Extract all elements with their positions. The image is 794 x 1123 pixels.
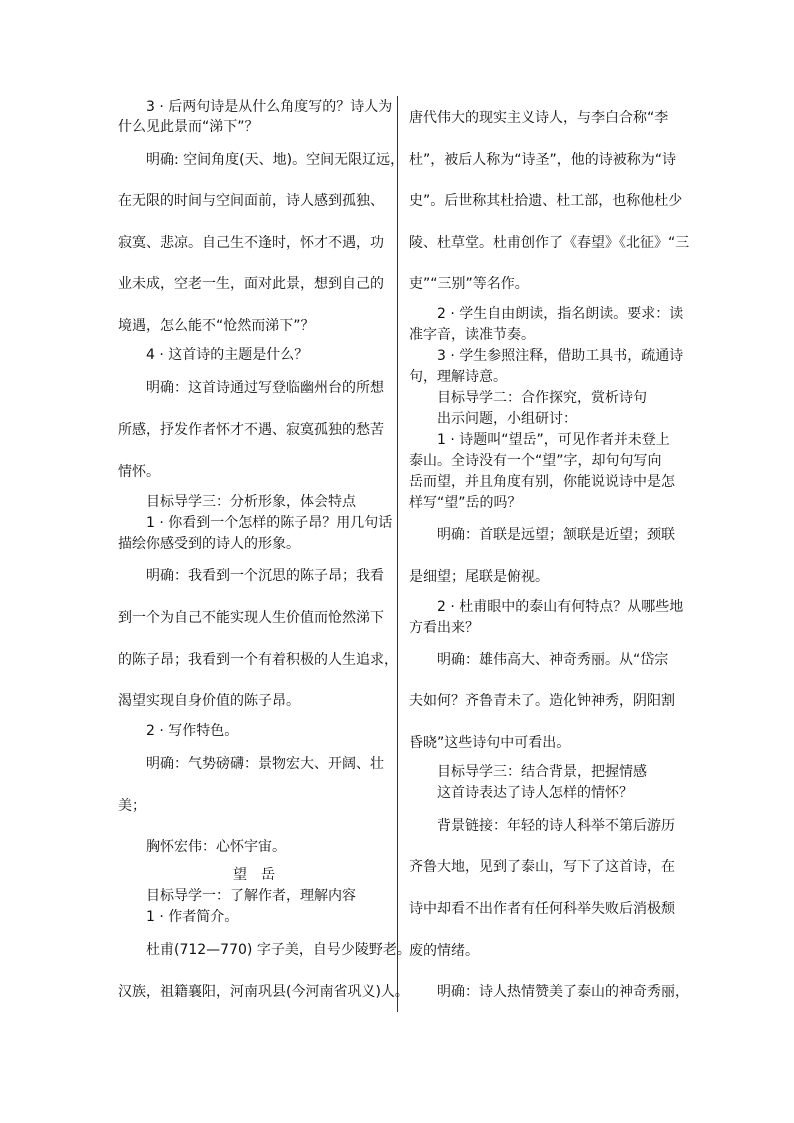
text-line: 1 · 你看到一个怎样的陈子昂？用几句话 <box>146 515 393 531</box>
text-line: 岳而望，并且角度有别，你能说说诗中是怎 <box>409 474 675 490</box>
text-line: 的陈子昂；我看到一个有着积极的人生追求， <box>118 652 398 668</box>
section-heading: 目标导学三：结合背景，把握情感 <box>437 764 647 780</box>
text-line: 美； <box>118 798 146 814</box>
text-line: 明确：首联是远望；颔联是近望；颈联 <box>437 527 675 543</box>
text-line: 寂寞、悲凉。自己生不逢时，怀才不遇，功 <box>118 235 384 251</box>
text-line: 出示问题，小组研讨： <box>437 411 577 427</box>
text-line: 情怀。 <box>118 464 160 480</box>
text-line: 业未成，空老一生，面对此景，想到自己的 <box>118 276 384 292</box>
text-line: 3 · 后两句诗是从什么角度写的？诗人为 <box>146 99 393 115</box>
text-line: 渴望实现自身价值的陈子昂。 <box>118 693 300 709</box>
text-line: 2 · 写作特色。 <box>146 723 239 739</box>
section-heading: 目标导学三：分析形象，体会特点 <box>146 494 356 510</box>
section-heading: 目标导学一：了解作者，理解内容 <box>146 888 356 904</box>
text-line: 明确: 空间角度(天、地)。空间无限辽远， <box>146 152 405 168</box>
column-divider <box>397 96 398 1012</box>
text-line: 背景链接：年轻的诗人科举不第后游历 <box>437 818 675 834</box>
text-line: 明确：气势磅礴：景物宏大、开阔、壮 <box>146 756 384 772</box>
text-line: 汉族，祖籍襄阳，河南巩县(今河南省巩义)人。 <box>118 984 409 1000</box>
text-line: 什么见此景而“涕下”？ <box>118 119 259 135</box>
text-line: 诗中却看不出作者有任何科举失败后消极颓 <box>409 901 675 917</box>
text-line: 句，理解诗意。 <box>409 369 507 385</box>
text-line: 是细望；尾联是俯视。 <box>409 569 549 585</box>
text-line: 泰山。全诗没有一个“望”字，却句句写向 <box>409 453 662 469</box>
text-line: 到一个为自己不能实现人生价值而怆然涕下 <box>118 610 384 626</box>
text-line: 陵、杜草堂。杜甫创作了《春望》《北征》“三 <box>409 235 690 251</box>
text-line: 杜”，被后人称为“诗圣”，他的诗被称为“诗 <box>409 152 677 168</box>
text-line: 史”。后世称其杜拾遗、杜工部，也称他杜少 <box>409 193 683 209</box>
text-line: 这首诗表达了诗人怎样的情怀？ <box>437 785 633 801</box>
text-line: 描绘你感受到的诗人的形象。 <box>118 536 300 552</box>
text-line: 齐鲁大地，见到了泰山，写下了这首诗，在 <box>409 859 675 875</box>
text-line: 废的情绪。 <box>409 943 479 959</box>
text-line: 夫如何？齐鲁青未了。造化钟神秀，阴阳割 <box>409 693 675 709</box>
poem-title: 望 岳 <box>233 867 275 883</box>
text-line: 准字音，读准节奏。 <box>409 327 535 343</box>
section-heading: 目标导学二：合作探究，赏析诗句 <box>437 390 647 406</box>
text-line: 1 · 作者简介。 <box>146 909 239 925</box>
text-line: 明确：这首诗通过写登临幽州台的所想 <box>146 380 384 396</box>
text-line: 样写“望”岳的吗？ <box>409 495 522 511</box>
text-line: 杜甫(712—770) 字子美，自号少陵野老。 <box>146 942 411 958</box>
text-line: 3 · 学生参照注释，借助工具书，疏通诗 <box>437 348 684 364</box>
text-line: 吏”“三别”等名作。 <box>409 276 529 292</box>
text-line: 在无限的时间与空间面前，诗人感到孤独、 <box>118 193 384 209</box>
text-line: 胸怀宏伟：心怀宇宙。 <box>146 839 286 855</box>
text-line: 所感，抒发作者怀才不遇、寂寞孤独的愁苦 <box>118 422 384 438</box>
text-line: 明确：雄伟高大、神奇秀丽。从“岱宗 <box>437 652 669 668</box>
text-line: 4 · 这首诗的主题是什么？ <box>146 347 309 363</box>
text-line: 明确：我看到一个沉思的陈子昂；我看 <box>146 568 384 584</box>
text-line: 明确：诗人热情赞美了泰山的神奇秀丽， <box>437 984 689 1000</box>
text-line: 2 · 学生自由朗读，指名朗读。要求：读 <box>437 306 684 322</box>
text-line: 2 · 杜甫眼中的泰山有何特点？从哪些地 <box>437 599 684 615</box>
text-line: 境遇，怎么能不“怆然而涕下”？ <box>118 318 315 334</box>
text-line: 1 · 诗题叫“望岳”，可见作者并未登上 <box>437 432 670 448</box>
text-line: 昏晓”这些诗句中可看出。 <box>409 735 571 751</box>
text-line: 方看出来？ <box>409 620 479 636</box>
text-line: 唐代伟大的现实主义诗人，与李白合称“李 <box>409 110 669 126</box>
